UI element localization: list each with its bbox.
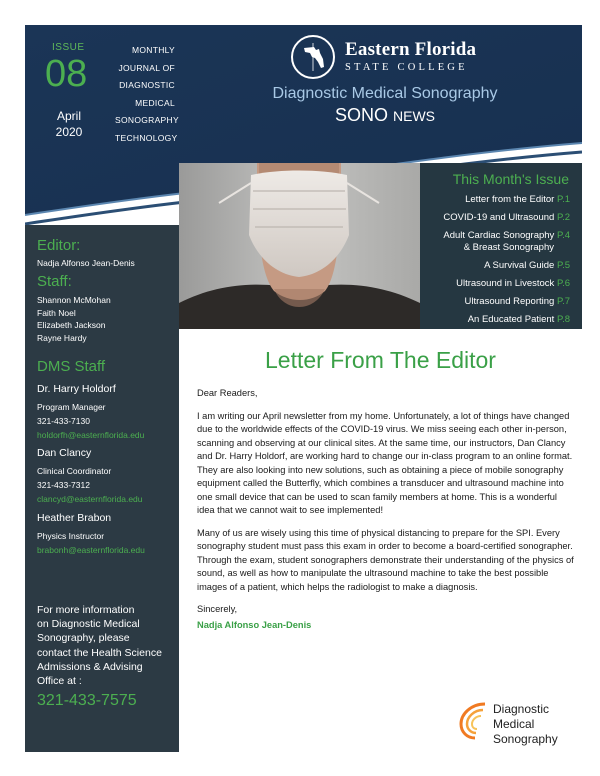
- issue-year: 2020: [55, 125, 83, 139]
- sidebar: [25, 225, 179, 752]
- journal-line: JOURNAL OF: [118, 62, 175, 73]
- info-line: Sonography, please: [37, 632, 130, 645]
- newsletter-name-main: SONO: [334, 105, 388, 125]
- sonography-logo-icon: [455, 700, 491, 742]
- journal-line: MEDICAL: [135, 97, 175, 108]
- brand-line: Diagnostic: [493, 702, 550, 716]
- toc-title: This Month's Issue: [452, 171, 569, 187]
- article-title: Letter From The Editor: [265, 347, 496, 373]
- info-line: Admissions & Advising: [37, 660, 143, 673]
- staff-role: Clinical Coordinator: [37, 466, 112, 476]
- toc-item[interactable]: [484, 260, 570, 272]
- toc-item-label-line2: & Breast Sonography: [463, 242, 554, 253]
- newsletter-name-suffix: NEWS: [393, 108, 436, 124]
- article-signature: Nadja Alfonso Jean-Denis: [197, 619, 312, 630]
- info-line: For more information: [37, 604, 135, 616]
- article-paragraph: I am writing our April newsletter from my home. Unfortunately, a lot of things have changed due to the worldwide effects of the COVID-19 virus. We miss seeing each other in-person, scanning and observing at our clinical sites. At the same time, our instructors, Dan Clancy and Dr. Harry Holdorf, are working hard to change our in-class program to an online format. They are also looking into new solutions, such as obtaining a piece of mobile sonography equipment called the Butterfly, which combines a transducer and ultrasound machine into one small device that can be used to scan family members at home. This is a wonderful idea that we cannot wait to see implemented!: [197, 410, 573, 515]
- toc-item[interactable]: [456, 278, 570, 290]
- toc-item-page: P.2: [556, 212, 570, 223]
- toc-item-page: P.4: [556, 230, 570, 241]
- staff-contact: [37, 464, 143, 506]
- article-salutation: Dear Readers,: [197, 388, 258, 398]
- toc-item[interactable]: [465, 194, 570, 206]
- toc-item-page: P.1: [556, 194, 570, 205]
- issue-date: [45, 108, 93, 140]
- brand-wordmark: [493, 702, 558, 747]
- table-of-contents: [420, 163, 582, 329]
- issue-number: 08: [45, 53, 88, 95]
- toc-item-label: Ultrasound in Livestock: [456, 278, 555, 289]
- college-name: Eastern Florida: [345, 39, 477, 60]
- brand-line: Medical: [493, 717, 535, 731]
- toc-item-label: Adult Cardiac Sonography: [443, 230, 555, 241]
- staff-email-link[interactable]: clancyd@easternflorida.edu: [37, 494, 143, 504]
- staff-phone: 321-433-7130: [37, 416, 90, 426]
- staff-member: Faith Noel: [37, 307, 76, 318]
- journal-description: [115, 42, 179, 147]
- article-paragraph: Many of us are wisely using this time of physical distancing to prepare for the SPI. Every sonography student must pass this exam in order to become a board-certified sonographer. Through the exam, student sonographers demonstrate their understanding of the physics of sound, as well as how to manipulate the ultrasound machine to take the best possible images of a patient, which helps the radiologist to make a diagnosis.: [197, 527, 574, 592]
- staff-name: Dan Clancy: [37, 447, 92, 459]
- staff-email-link[interactable]: brabonh@easternflorida.edu: [37, 545, 145, 555]
- staff-member: Rayne Hardy: [37, 332, 87, 343]
- article-closing: Sincerely,: [197, 604, 238, 614]
- editor-heading: Editor:: [37, 237, 81, 254]
- staff-name: Heather Brabon: [37, 512, 112, 524]
- toc-item-label: COVID-19 and Ultrasound: [443, 212, 555, 223]
- staff-role: Physics Instructor: [37, 531, 105, 541]
- staff-list: [37, 294, 111, 344]
- contact-info: [37, 603, 162, 688]
- toc-item-page: P.7: [556, 296, 570, 307]
- journal-line: TECHNOLOGY: [115, 132, 178, 143]
- issue-label: ISSUE: [52, 42, 85, 53]
- college-subtitle: STATE COLLEGE: [345, 62, 468, 73]
- info-line: contact the Health Science: [37, 646, 162, 659]
- program-title: Diagnostic Medical Sonography: [272, 85, 498, 102]
- staff-role: Program Manager: [37, 402, 106, 412]
- toc-item-label: A Survival Guide: [484, 260, 555, 271]
- dms-staff-heading: DMS Staff: [37, 358, 106, 375]
- toc-item-label: Ultrasound Reporting: [464, 296, 555, 307]
- cover-photo-masked-person: [179, 163, 420, 329]
- toc-item-page: P.5: [556, 260, 570, 271]
- staff-contact: [37, 400, 144, 442]
- issue-month: April: [56, 109, 81, 123]
- journal-line: DIAGNOSTIC: [119, 80, 175, 90]
- contact-phone: 321-433-7575: [37, 692, 137, 709]
- staff-email-link[interactable]: holdorfh@easternflorida.edu: [37, 430, 145, 440]
- toc-item[interactable]: [443, 212, 570, 224]
- staff-member: Shannon McMohan: [37, 295, 111, 305]
- staff-contact: [37, 529, 145, 557]
- staff-phone: 321-433-7312: [37, 480, 90, 490]
- staff-name: Dr. Harry Holdorf: [37, 383, 116, 395]
- toc-item[interactable]: [443, 230, 570, 254]
- journal-line: SONOGRAPHY: [115, 115, 179, 125]
- article-body: [197, 387, 577, 641]
- newsletter-name: [215, 105, 555, 126]
- photo-illustration: [179, 163, 420, 329]
- info-line: Office at :: [37, 675, 82, 688]
- college-seal-icon: [291, 35, 335, 79]
- toc-item[interactable]: [465, 296, 570, 308]
- newsletter-page: [25, 25, 582, 752]
- toc-item-label: Letter from the Editor: [465, 194, 555, 205]
- editor-name: Nadja Alfonso Jean-Denis: [37, 258, 135, 268]
- toc-item[interactable]: [468, 314, 570, 326]
- staff-heading: Staff:: [37, 273, 72, 290]
- staff-member: Elizabeth Jackson: [37, 320, 106, 330]
- toc-item-page: P.8: [556, 314, 570, 325]
- toc-item-page: P.6: [556, 278, 570, 289]
- brand-line: Sonography: [493, 732, 558, 746]
- info-line: on Diagnostic Medical: [37, 618, 140, 631]
- journal-line: MONTHLY: [131, 45, 175, 55]
- toc-item-label: An Educated Patient: [467, 314, 555, 325]
